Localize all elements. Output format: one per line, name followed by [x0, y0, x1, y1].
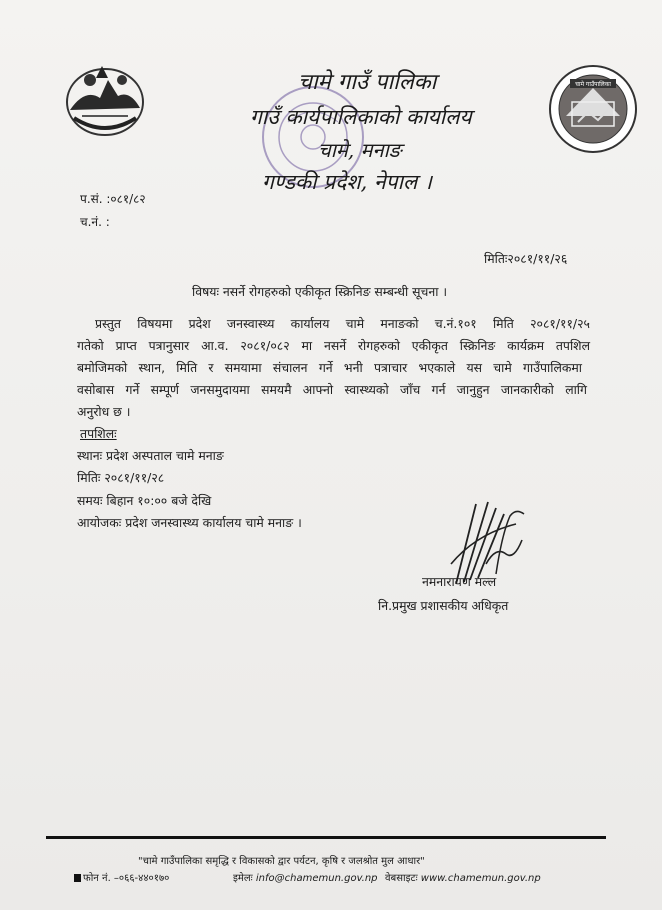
body-line-3: बमोजिमको स्थान, मिति र समयामा संचालन गर्ने भनी पत्राचार भएकाले यस चामे गाउँपालिकमा [77, 360, 582, 375]
details-place: स्थानः प्रदेश अस्पताल चामे मनाङ [77, 448, 224, 463]
footer-phone-text: फोन नं. –०६६-४४०१७० [83, 873, 170, 884]
footer-phone [74, 870, 169, 884]
office-subtitle: गाउँ कार्यपालिकाको कार्यालय [250, 105, 472, 129]
body-line-2: गतेको प्राप्त पत्रानुसार आ.व. २०८१/०८२ मा नसर्ने रोगहरुको एकीकृत स्क्रिनिङ कार्यक्रम तपशिल [77, 338, 590, 353]
footer-website-link[interactable]: www.chamemun.gov.np [420, 873, 541, 884]
body-line-5: अनुरोध छ । [77, 404, 131, 419]
signatory-name: नमनारायण मल्ल [422, 574, 497, 589]
body-line-1: प्रस्तुत विषयमा प्रदेश जनस्वास्थ्य कार्यालय चामे मनाङको च.नं.१०१ मिति २०८१/११/२५ [95, 316, 590, 331]
office-name: चामे गाउँ पालिका [298, 70, 437, 95]
nepal-emblem-icon [60, 58, 150, 140]
footer-website [385, 870, 541, 884]
letter-date: मितिः२०८१/११/२६ [484, 251, 568, 266]
dispatch-number: च.नं. : [80, 215, 110, 229]
details-heading: तपशिलः [80, 426, 117, 441]
seal-right-label: चामे गाउँपालिका [575, 81, 611, 88]
details-time: समयः बिहान १०:०० बजे देखि [77, 493, 212, 508]
details-date: मितिः २०८१/११/२८ [77, 470, 165, 485]
phone-icon [74, 874, 81, 882]
footer-slogan: "चामे गाउँपालिका समृद्धि र विकासको द्वार पर्यटन, कृषि र जलश्रोत मुल आधार" [138, 856, 425, 867]
letter-subject: विषयः नसर्ने रोगहरुको एकीकृत स्क्रिनिङ सम्बन्धी सूचना । [192, 284, 448, 299]
municipality-seal-icon [548, 64, 638, 154]
office-province: गण्डकी प्रदेश, नेपाल । [262, 170, 432, 194]
footer-email-link[interactable]: info@chamemun.gov.np [255, 873, 378, 884]
footer-divider [46, 836, 606, 839]
body-line-4: वसोबास गर्ने सम्पूर्ण जनसमुदायमा समयमै आफ्नो स्वास्थ्यको जाँच गर्न जानुहुन जानकारीको लागि [77, 382, 587, 397]
footer-website-label: वेबसाइटः [385, 873, 418, 884]
footer-email-label: इमेलः [233, 873, 253, 884]
details-organizer: आयोजकः प्रदेश जनस्वास्थ्य कार्यालय चामे मनाङ । [77, 515, 302, 530]
footer-email [233, 870, 378, 884]
signatory-title: नि.प्रमुख प्रशासकीय अधिकृत [378, 598, 509, 613]
reference-number: प.सं. :०८१/८२ [80, 192, 146, 206]
office-location: चामे, मनाङ [318, 138, 402, 162]
